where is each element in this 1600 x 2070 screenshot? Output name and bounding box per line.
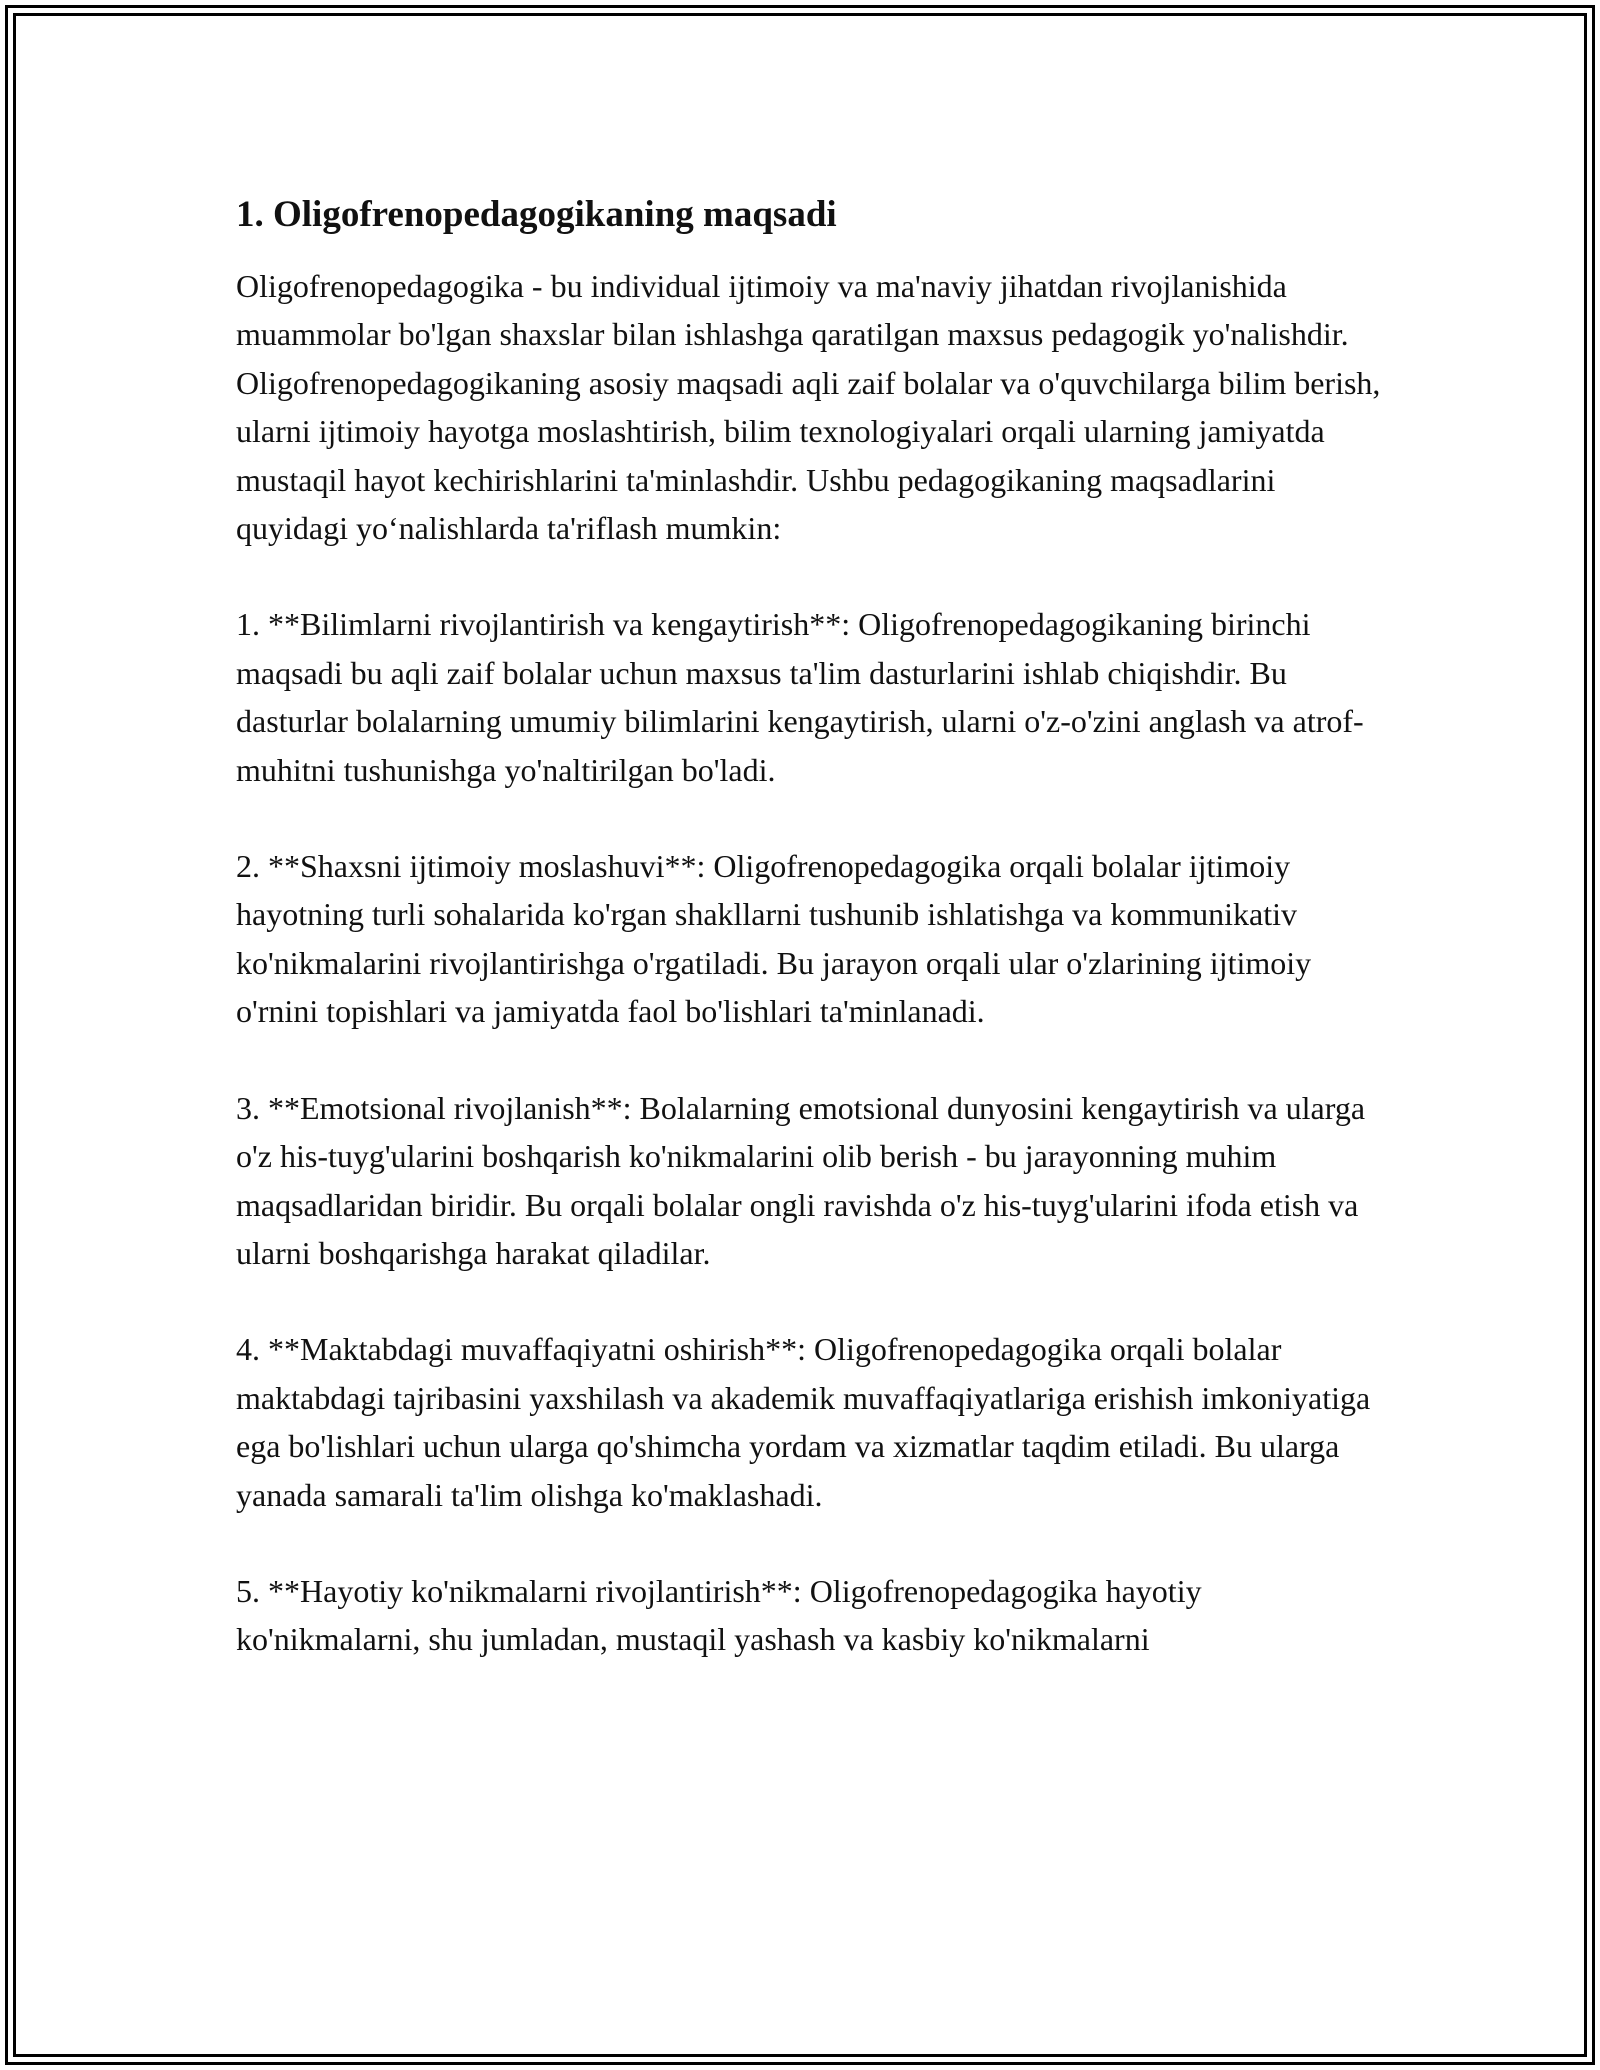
intro-paragraph: Oligofrenopedagogika - bu individual ijtimoiy va ma'naviy jihatdan rivojlanishida muammolar bo'lgan shaxslar bilan ishlashga qaratilgan maxsus pedagogik yo'nalishdir. Oligofrenopedagogikaning asosiy maqsadi aqli zaif bolalar va o'quvchilarga bilim berish, ularni ijtimoiy hayotga moslashtirish, bilim texnologiyalari orqali ularning jamiyatda mustaqil hayot kechirishlarini ta'minlashdir. Ushbu pedagogikaning maqsadlarini quyidagi yo‘nalishlarda ta'riflash mumkin: xyxy=(236,268,1381,547)
list-item-5-paragraph: 5. **Hayotiy ko'nikmalarni rivojlantirish**: Oligofrenopedagogika hayotiy ko'nikmalarni, shu jumladan, mustaqil yashash va kasbiy ko'nikmalarni xyxy=(236,1572,1202,1658)
list-item-1-paragraph: 1. **Bilimlarni rivojlantirish va kengaytirish**: Oligofrenopedagogikaning birinchi maqsadi bu aqli zaif bolalar uchun maxsus ta'lim dasturlarini ishlab chiqishdir. Bu dasturlar bolalarning umumiy bilimlarini kengaytirish, ularni o'z-o'zini anglash va atrof-muhitni tushunishga yo'naltirilgan bo'ladi. xyxy=(236,606,1364,788)
list-item-2-paragraph: 2. **Shaxsni ijtimoiy moslashuvi**: Oligofrenopedagogika orqali bolalar ijtimoiy hayotning turli sohalarida ko'rgan shakllarni tushunib ishlatishga va kommunikativ ko'nikmalarini rivojlantirishga o'rgatiladi. Bu jarayon orqali ular o'zlarining ijtimoiy o'rnini topishlari va jamiyatda faol bo'lishlari ta'minlanadi. xyxy=(236,848,1312,1030)
document-body xyxy=(236,188,1386,1712)
list-item-4-paragraph: 4. **Maktabdagi muvaffaqiyatni oshirish**: Oligofrenopedagogika orqali bolalar maktabdagi tajribasini yaxshilash va akademik muvaffaqiyatlariga erishish imkoniyatiga ega bo'lishlari uchun ularga qo'shimcha yordam va xizmatlar taqdim etiladi. Bu ularga yanada samarali ta'lim olishga ko'maklashadi. xyxy=(236,1331,1371,1513)
list-item-3-paragraph: 3. **Emotsional rivojlanish**: Bolalarning emotsional dunyosini kengaytirish va ularga o'z his-tuyg'ularini boshqarish ko'nikmalarini olib berish - bu jarayonning muhim maqsadlaridan biridir. Bu orqali bolalar ongli ravishda o'z his-tuyg'ularini ifoda etish va ularni boshqarishga harakat qiladilar. xyxy=(236,1089,1366,1271)
section-title: 1. Oligofrenopedagogikaning maqsadi xyxy=(236,194,837,235)
